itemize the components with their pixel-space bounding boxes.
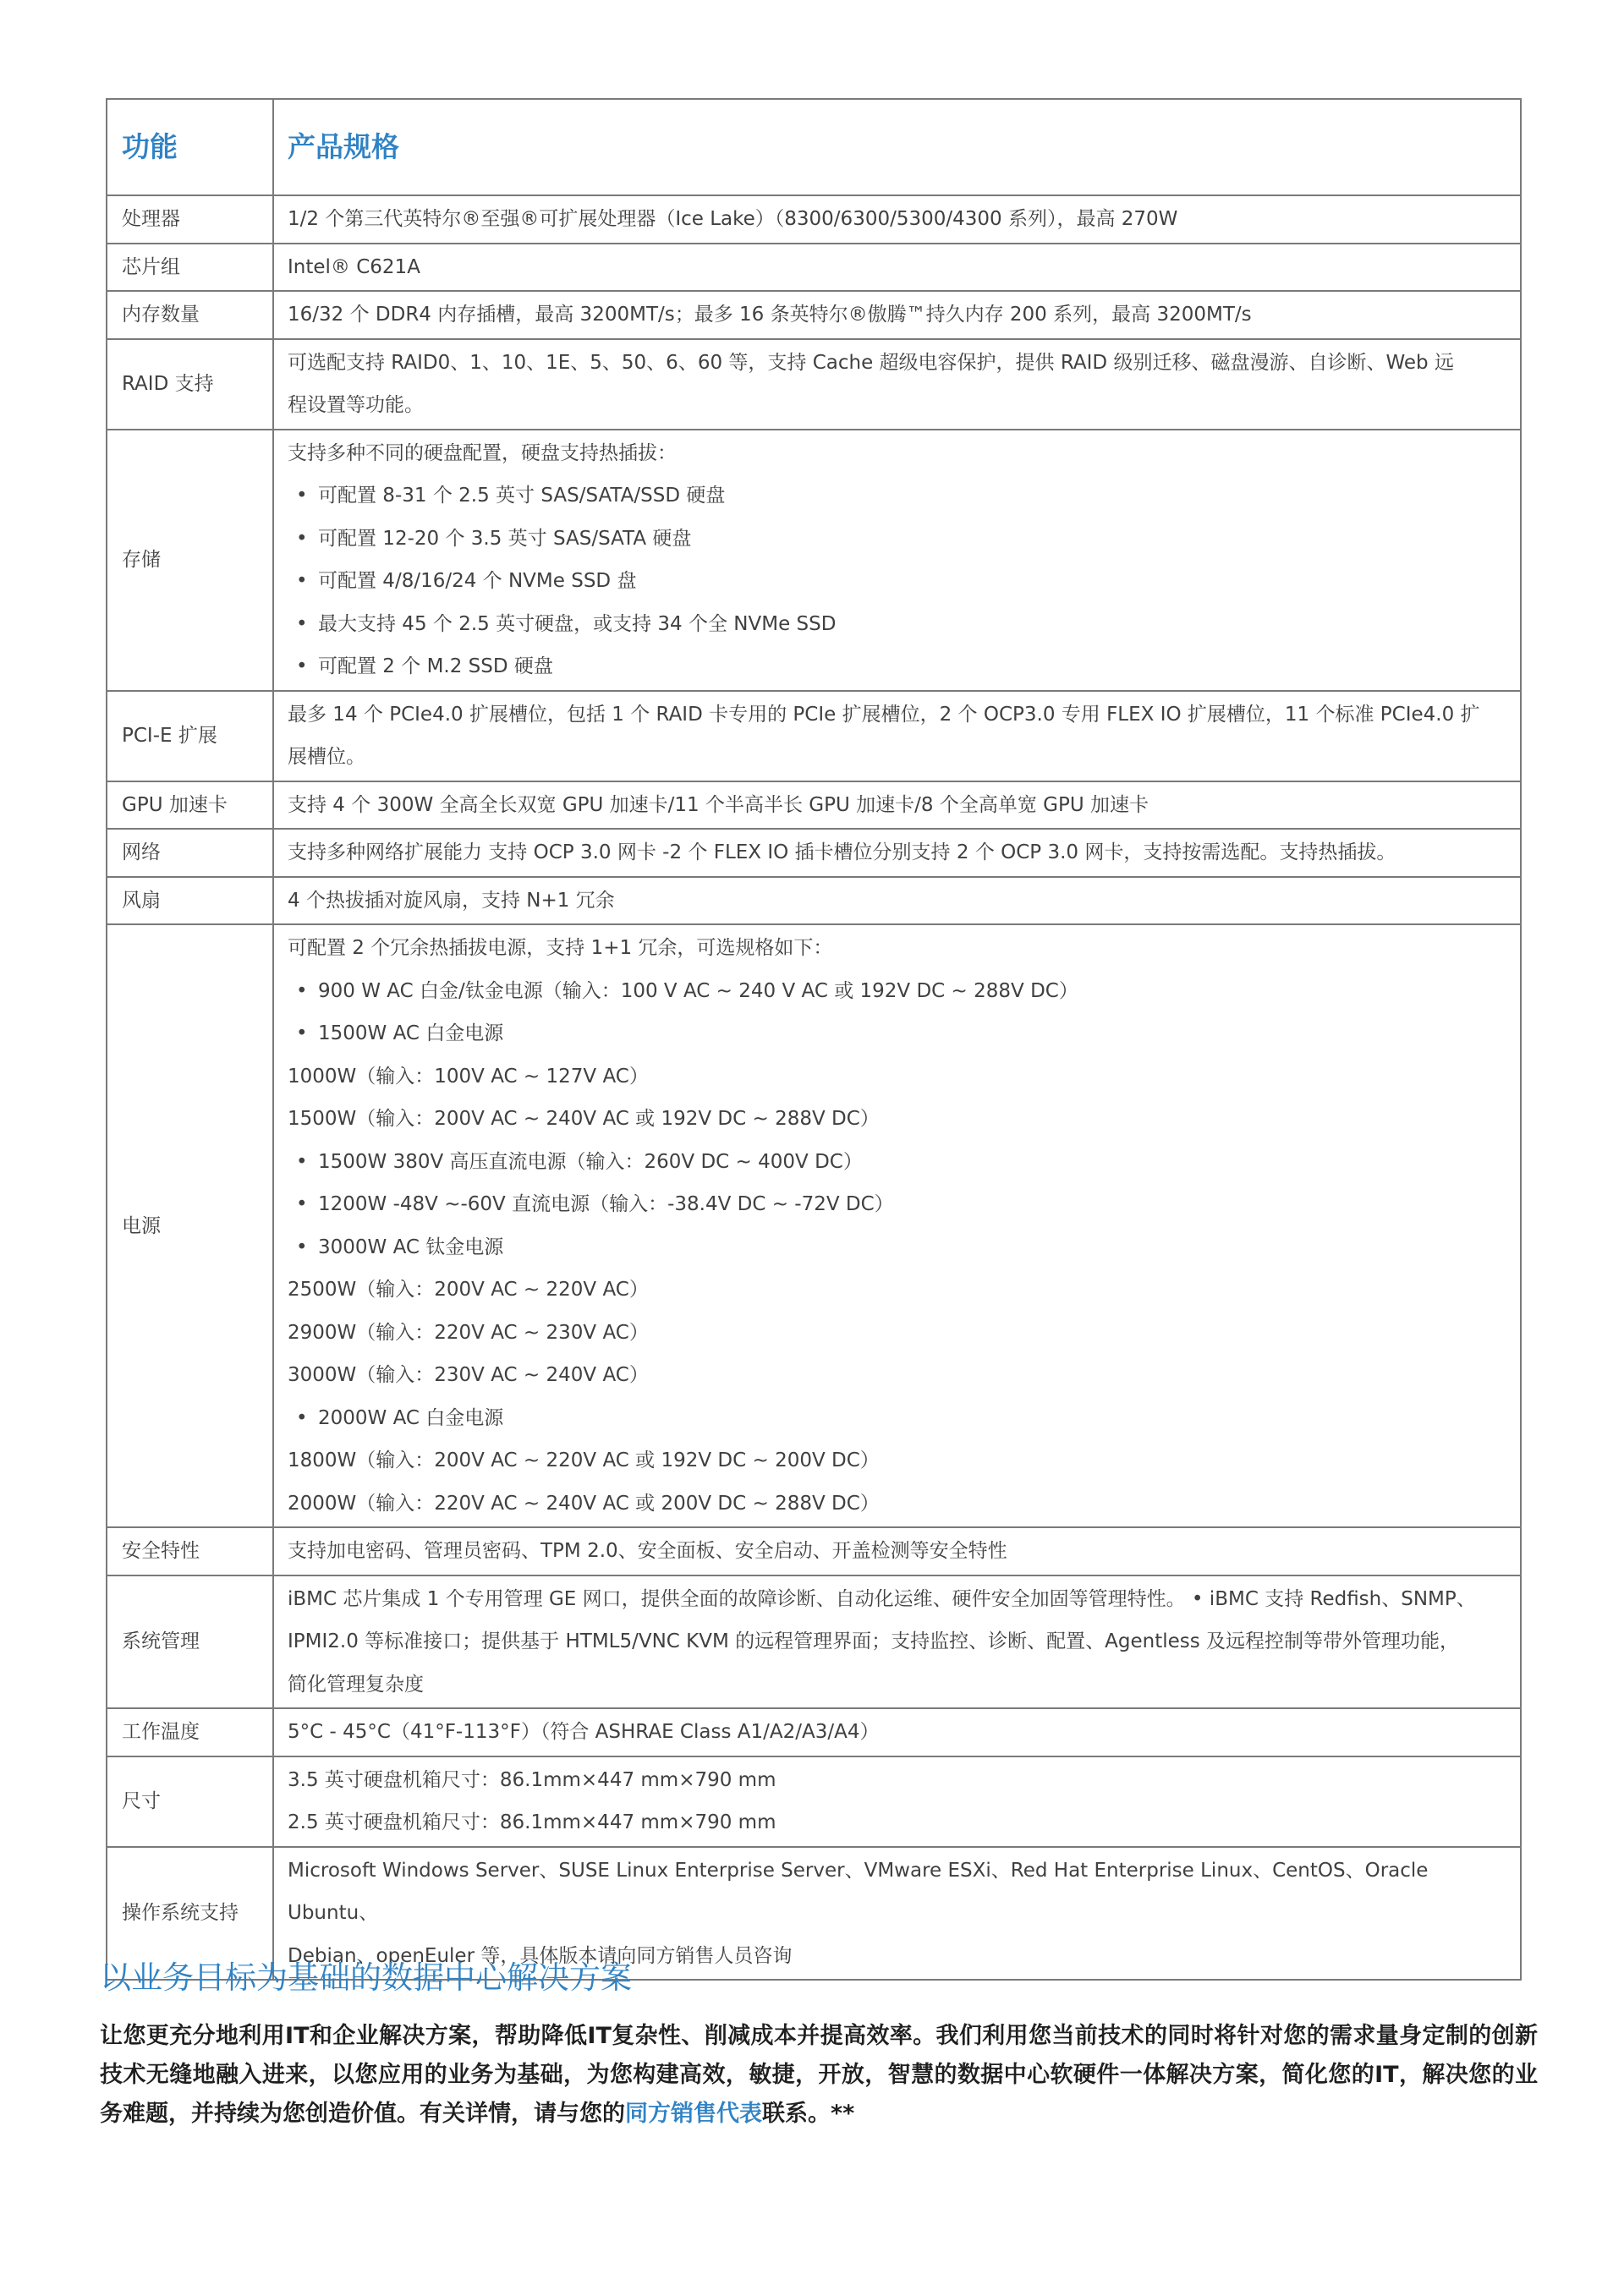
row-spec-value	[273, 1527, 1521, 1575]
table-row	[107, 1527, 1521, 1575]
spec-bullet: • 可配置 8-31 个 2.5 英寸 SAS/SATA/SSD 硬盘	[288, 474, 1506, 518]
spec-line: 展槽位。	[288, 746, 365, 768]
paragraph-text: 让您更充分地利用IT和企业解决方案，帮助降低IT复杂性、削减成本并提高效率。我们利用您当前技术的同时将针对您的需求量身定制的创新技术无缝地融入进来，以您应用的业务为基础，为您构建高效，敏捷，开放，智慧的数据中心软硬件一体解决方案，简化您的IT，解决您的业务难题，并持续为您创造价值。有关详情，请与您的	[100, 2023, 1538, 2127]
spec-line: 3.5 英寸硬盘机箱尺寸：86.1mm×447 mm×790 mm	[288, 1768, 776, 1791]
spec-line: 1000W（输入：100V AC ~ 127V AC）	[288, 1065, 649, 1088]
spec-line: 1/2 个第三代英特尔®至强®可扩展处理器（Ice Lake）（8300/6300/5300/4300 系列），最高 270W	[288, 208, 1178, 230]
row-spec-value	[273, 195, 1521, 244]
row-feature-name: 内存数量	[107, 291, 273, 339]
spec-line: Debian、openEuler 等，具体版本请向同方销售人员咨询	[288, 1944, 793, 1967]
row-spec-value	[273, 430, 1521, 691]
spec-intro: 支持多种不同的硬盘配置，硬盘支持热插拔：	[288, 441, 677, 464]
spec-line: 3000W（输入：230V AC ~ 240V AC）	[288, 1364, 649, 1386]
spec-line: 4 个热拔插对旋风扇，支持 N+1 冗余	[288, 889, 615, 912]
table-header-row	[107, 99, 1521, 195]
spec-line: 5°C - 45°C（41°F-113°F）（符合 ASHRAE Class A1/A2/A3/A4）	[288, 1721, 880, 1743]
table-row	[107, 244, 1521, 292]
row-feature-name: 操作系统支持	[107, 1847, 273, 1981]
spec-bullet: • 可配置 2 个 M.2 SSD 硬盘	[288, 645, 1506, 688]
spec-line: 支持加电密码、管理员密码、TPM 2.0、安全面板、安全启动、开盖检测等安全特性	[288, 1540, 1007, 1562]
spec-line: 可选配支持 RAID0、1、10、1E、5、50、6、60 等，支持 Cache 超级电容保护，提供 RAID 级别迁移、磁盘漫游、自诊断、Web 远	[288, 351, 1454, 374]
spec-line: 2.5 英寸硬盘机箱尺寸：86.1mm×447 mm×790 mm	[288, 1811, 776, 1833]
table-row	[107, 195, 1521, 244]
spec-bullet: • 可配置 4/8/16/24 个 NVMe SSD 盘	[288, 560, 1506, 603]
table-row	[107, 1708, 1521, 1756]
row-spec-value	[273, 1708, 1521, 1756]
row-feature-name: 网络	[107, 829, 273, 877]
spec-line: 最多 14 个 PCIe4.0 扩展槽位，包括 1 个 RAID 卡专用的 PCIe 扩展槽位，2 个 OCP3.0 专用 FLEX IO 扩展槽位，11 个标准 PCIe4.0 扩	[288, 703, 1480, 726]
spec-line: 1500W（输入：200V AC ~ 240V AC 或 192V DC ~ 288V DC）	[288, 1108, 880, 1130]
spec-bullet: • 最大支持 45 个 2.5 英寸硬盘，或支持 34 个全 NVMe SSD	[288, 603, 1506, 646]
row-spec-value	[273, 781, 1521, 830]
table-row	[107, 339, 1521, 430]
table-row	[107, 1756, 1521, 1847]
spec-line: 2500W（输入：200V AC ~ 220V AC）	[288, 1279, 649, 1301]
paragraph-tail: 联系。**	[762, 2101, 855, 2127]
row-feature-name: 系统管理	[107, 1575, 273, 1709]
row-spec-value	[273, 691, 1521, 781]
table-row	[107, 1575, 1521, 1709]
spec-bullet: • 1500W AC 白金电源	[288, 1012, 1506, 1055]
spec-bullet: • 3000W AC 钛金电源	[288, 1226, 1506, 1269]
row-spec-value	[273, 339, 1521, 430]
row-spec-value	[273, 1575, 1521, 1709]
row-spec-value	[273, 291, 1521, 339]
spec-table	[106, 98, 1522, 1981]
row-feature-name: RAID 支持	[107, 339, 273, 430]
spec-line: 16/32 个 DDR4 内存插槽，最高 3200MT/s；最多 16 条英特尔®傲腾™持久内存 200 系列，最高 3200MT/s	[288, 304, 1252, 326]
row-feature-name: 存储	[107, 430, 273, 691]
row-feature-name: 芯片组	[107, 244, 273, 292]
spec-bullet: • 可配置 12-20 个 3.5 英寸 SAS/SATA 硬盘	[288, 518, 1506, 561]
section-title: 以业务目标为基础的数据中心解决方案	[100, 1959, 632, 1996]
table-row	[107, 430, 1521, 691]
table-row	[107, 924, 1521, 1527]
row-spec-value	[273, 924, 1521, 1527]
row-feature-name: 风扇	[107, 877, 273, 925]
table-row	[107, 781, 1521, 830]
row-feature-name: 尺寸	[107, 1756, 273, 1847]
sales-rep-link[interactable]: 同方销售代表	[625, 2101, 762, 2127]
spec-bullet: • 1500W 380V 高压直流电源（输入：260V DC ~ 400V DC）	[288, 1141, 1506, 1184]
row-spec-value	[273, 829, 1521, 877]
spec-bullet: • 900 W AC 白金/钛金电源（输入：100 V AC ~ 240 V AC 或 192V DC ~ 288V DC）	[288, 970, 1506, 1013]
spec-line: 可配置 2 个冗余热插拔电源，支持 1+1 冗余，可选规格如下：	[288, 937, 833, 959]
row-feature-name: PCI-E 扩展	[107, 691, 273, 781]
spec-bullet: • 2000W AC 白金电源	[288, 1397, 1506, 1440]
row-spec-value	[273, 244, 1521, 292]
table-row	[107, 691, 1521, 781]
spec-line: Microsoft Windows Server、SUSE Linux Enterprise Server、VMware ESXi、Red Hat Enterprise Linux、CentOS、Oracle Ubuntu、	[288, 1859, 1429, 1924]
spec-line: 2900W（输入：220V AC ~ 230V AC）	[288, 1321, 649, 1344]
table-row	[107, 877, 1521, 925]
spec-bullet: • 1200W -48V ~-60V 直流电源（输入：-38.4V DC ~ -72V DC）	[288, 1183, 1506, 1226]
section-paragraph	[100, 2017, 1538, 2134]
table-row	[107, 829, 1521, 877]
row-spec-value	[273, 1756, 1521, 1847]
row-feature-name: 处理器	[107, 195, 273, 244]
table-row	[107, 291, 1521, 339]
spec-table-body	[107, 99, 1521, 1980]
spec-line: 支持多种网络扩展能力 支持 OCP 3.0 网卡 -2 个 FLEX IO 插卡槽位分别支持 2 个 OCP 3.0 网卡，支持按需选配。支持热插拔。	[288, 841, 1396, 863]
row-feature-name: 工作温度	[107, 1708, 273, 1756]
spec-line: 1800W（输入：200V AC ~ 220V AC 或 192V DC ~ 200V DC）	[288, 1449, 880, 1471]
row-spec-value	[273, 877, 1521, 925]
spec-line: 程设置等功能。	[288, 394, 424, 416]
row-feature-name: 电源	[107, 924, 273, 1527]
header-feature: 功能	[107, 99, 273, 195]
spec-line: IPMI2.0 等标准接口；提供基于 HTML5/VNC KVM 的远程管理界面；支持监控、诊断、配置、Agentless 及远程控制等带外管理功能，	[288, 1630, 1460, 1652]
spec-line: 简化管理复杂度	[288, 1673, 424, 1696]
spec-line: Intel® C621A	[288, 255, 420, 278]
header-spec: 产品规格	[273, 99, 1521, 195]
spec-line: 2000W（输入：220V AC ~ 240V AC 或 200V DC ~ 288V DC）	[288, 1492, 880, 1515]
spec-line: iBMC 芯片集成 1 个专用管理 GE 网口，提供全面的故障诊断、自动化运维、硬件安全加固等管理特性。 • iBMC 支持 Redfish、SNMP、	[288, 1587, 1476, 1610]
row-feature-name: 安全特性	[107, 1527, 273, 1575]
spec-line: 支持 4 个 300W 全高全长双宽 GPU 加速卡/11 个半高半长 GPU 加速卡/8 个全高单宽 GPU 加速卡	[288, 793, 1149, 816]
row-feature-name: GPU 加速卡	[107, 781, 273, 830]
